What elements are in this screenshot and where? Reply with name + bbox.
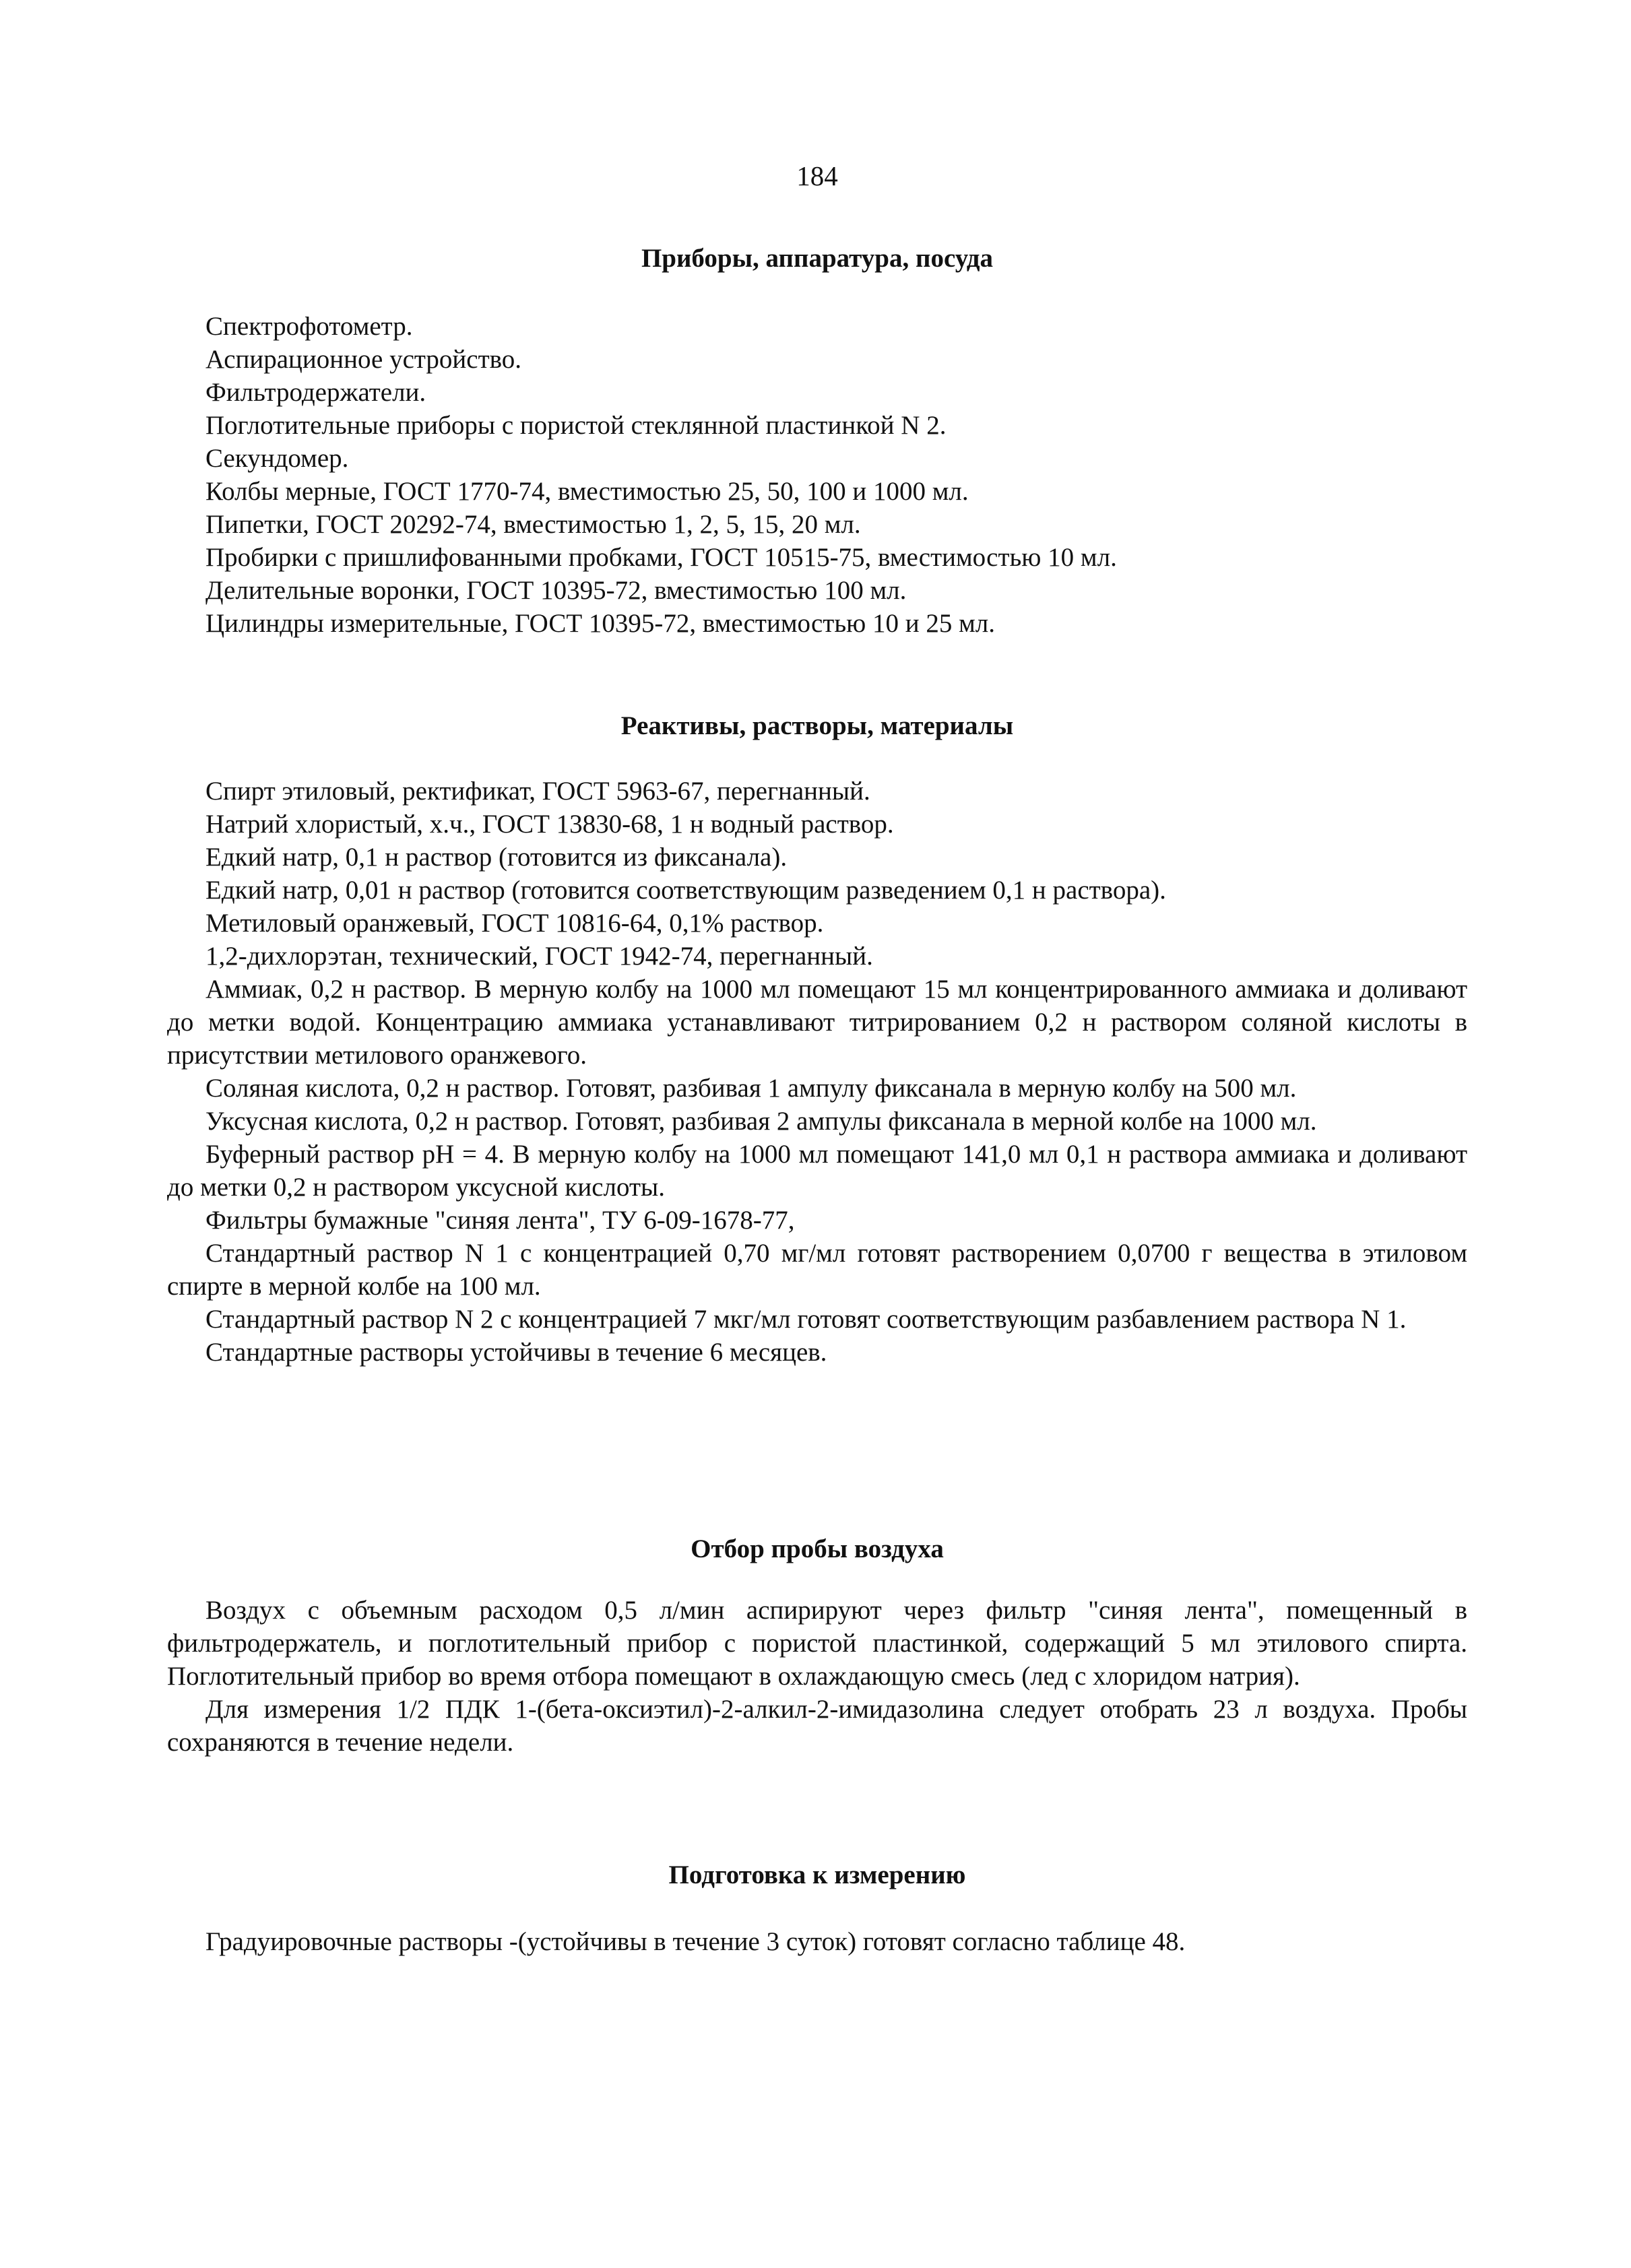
- paragraph: Соляная кислота, 0,2 н раствор. Готовят, разбивая 1 ампулу фиксанала в мерную колбу на 500 мл.: [205, 1074, 1297, 1103]
- paragraph: Стандартные растворы устойчивы в течение 6 месяцев.: [205, 1338, 827, 1367]
- paragraph: Фильтры бумажные "синяя лента", ТУ 6-09-1678-77,: [205, 1206, 795, 1235]
- section-heading-preparation: Подготовка к измерению: [668, 1860, 966, 1889]
- list-item: Поглотительные приборы с пористой стеклянной пластинкой N 2.: [205, 411, 947, 440]
- paragraph: Стандартный раствор N 2 с концентрацией 7 мкг/мл готовят соответствующим разбавлением раствора N 1.: [205, 1305, 1407, 1334]
- paragraph: Буферный раствор pH = 4. В мерную колбу на 1000 мл помещают 141,0 мл 0,1 н раствора аммиака и доливают до метки 0,2 н раствором уксусной кислоты.: [167, 1140, 1467, 1202]
- list-item: 1,2-дихлорэтан, технический, ГОСТ 1942-74, перегнанный.: [205, 942, 873, 971]
- section-heading-sampling: Отбор пробы воздуха: [691, 1534, 944, 1563]
- list-item: Пипетки, ГОСТ 20292-74, вместимостью 1, 2, 5, 15, 20 мл.: [205, 510, 861, 539]
- page-number: 184: [796, 160, 838, 191]
- sampling-paragraphs: [167, 1594, 1467, 1759]
- paragraph: Воздух с объемным расходом 0,5 л/мин аспирируют через фильтр "синяя лента", помещенный в фильтродержатель, и поглотительный прибор с пористой пластинкой, содержащий 5 мл этилового спирта. Поглотительный прибор во время отбора помещают в охлаждающую смесь (лед с хлоридом натрия).: [167, 1596, 1467, 1691]
- paragraph: Для измерения 1/2 ПДК 1-(бета-оксиэтил)-2-алкил-2-имидазолина следует отобрать 23 л воздуха. Пробы сохраняются в течение недели.: [167, 1695, 1467, 1757]
- list-item: Спирт этиловый, ректификат, ГОСТ 5963-67, перегнанный.: [205, 777, 870, 806]
- paragraph: Уксусная кислота, 0,2 н раствор. Готовят, разбивая 2 ампулы фиксанала в мерной колбе на 1000 мл.: [205, 1107, 1317, 1136]
- list-item: Аспирационное устройство.: [205, 345, 522, 374]
- paragraph: Аммиак, 0,2 н раствор. В мерную колбу на 1000 мл помещают 15 мл концентрированного аммиака и доливают до метки водой. Концентрацию аммиака устанавливают титрированием 0,2 н раствором соляной кислоты в присутствии метилового оранжевого.: [167, 975, 1467, 1070]
- list-item: Фильтродержатели.: [205, 378, 426, 407]
- list-item: Едкий натр, 0,1 н раствор (готовится из фиксанала).: [205, 843, 788, 872]
- list-item: Пробирки с пришлифованными пробками, ГОСТ 10515-75, вместимостью 10 мл.: [205, 543, 1117, 572]
- section-heading-reagents: Реактивы, растворы, материалы: [620, 711, 1014, 740]
- document-page: [167, 0, 1467, 2268]
- preparation-paragraphs: [167, 1925, 1467, 1958]
- list-item: Едкий натр, 0,01 н раствор (готовится соответствующим разведением 0,1 н раствора).: [205, 876, 1166, 905]
- section-heading-equipment: Приборы, аппаратура, посуда: [641, 244, 994, 273]
- list-item: Секундомер.: [205, 444, 349, 473]
- reagents-paragraphs: [167, 973, 1467, 1369]
- list-item: Спектрофотометр.: [205, 312, 413, 341]
- list-item: Колбы мерные, ГОСТ 1770-74, вместимостью 25, 50, 100 и 1000 мл.: [205, 477, 969, 506]
- paragraph: Стандартный раствор N 1 с концентрацией 0,70 мг/мл готовят растворением 0,0700 г вещества в этиловом спирте в мерной колбе на 100 мл.: [167, 1239, 1467, 1301]
- list-item: Цилиндры измерительные, ГОСТ 10395-72, вместимостью 10 и 25 мл.: [205, 609, 996, 638]
- equipment-list: [205, 310, 1117, 640]
- reagents-list: [205, 775, 1166, 973]
- list-item: Натрий хлористый, х.ч., ГОСТ 13830-68, 1 н водный раствор.: [205, 810, 894, 839]
- list-item: Делительные воронки, ГОСТ 10395-72, вместимостью 100 мл.: [205, 576, 907, 605]
- list-item: Метиловый оранжевый, ГОСТ 10816-64, 0,1% раствор.: [205, 909, 824, 938]
- paragraph: Градуировочные растворы -(устойчивы в течение 3 суток) готовят согласно таблице 48.: [205, 1927, 1186, 1956]
